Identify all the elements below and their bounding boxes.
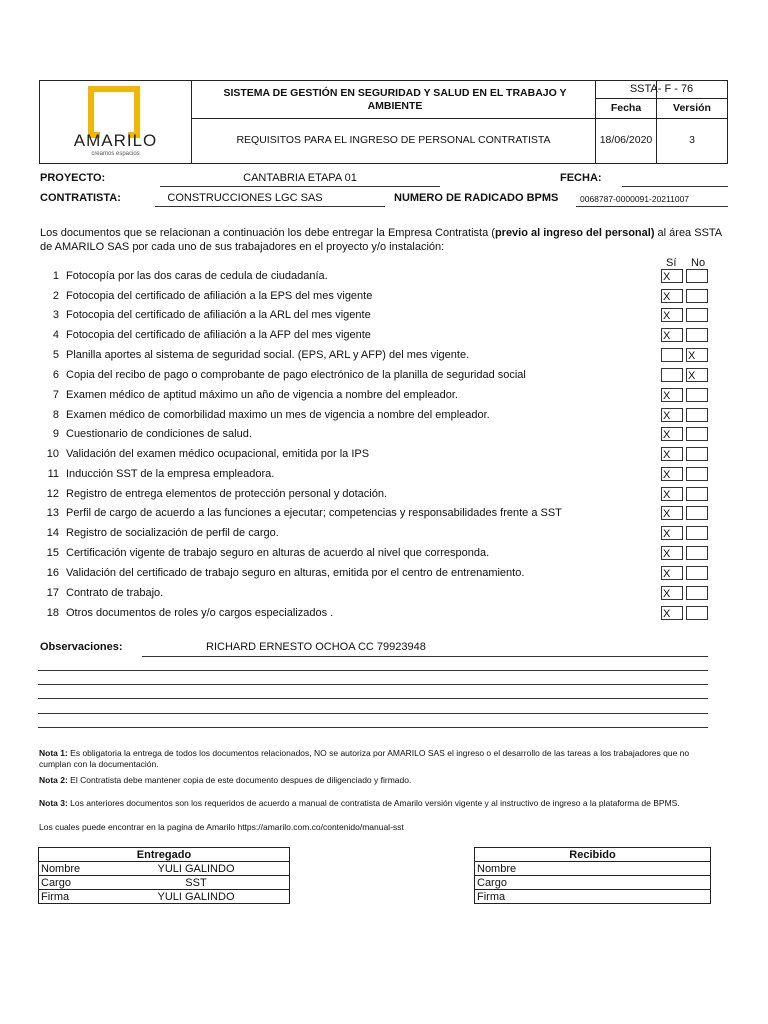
entregado-cargo-value[interactable]: SST xyxy=(103,876,290,890)
no-checkbox[interactable] xyxy=(686,566,708,580)
si-checkbox[interactable]: X xyxy=(661,467,683,481)
checklist-item-text: Registro de socialización de perfil de cargo. xyxy=(66,527,279,539)
checklist-item-text: Registro de entrega elementos de protección personal y dotación. xyxy=(66,488,388,500)
system-title: SISTEMA DE GESTIÓN EN SEGURIDAD Y SALUD EN EL TRABAJO Y AMBIENTE xyxy=(223,87,567,112)
no-checkbox[interactable] xyxy=(686,388,708,402)
contratista-value[interactable]: CONSTRUCCIONES LGC SAS xyxy=(167,192,323,204)
checklist-item-text: Planilla aportes al sistema de seguridad social. (EPS, ARL y AFP) del mes vigente. xyxy=(66,349,470,361)
recibido-firma-label: Firma xyxy=(475,890,540,904)
entregado-title: Entregado xyxy=(39,848,290,862)
si-checkbox[interactable]: X xyxy=(661,546,683,560)
no-checkbox[interactable]: X xyxy=(686,348,708,362)
checklist-item xyxy=(45,389,458,401)
recibido-table xyxy=(474,847,711,904)
note-2-text: El Contratista debe mantener copia de este documento despues de diligenciado y firmado. xyxy=(67,775,412,785)
note-3-label: Nota 3: xyxy=(39,798,68,808)
checklist-item-number: 16 xyxy=(46,567,59,579)
checklist-item xyxy=(45,488,387,500)
checklist-item xyxy=(45,547,489,559)
si-checkbox[interactable]: X xyxy=(661,269,683,283)
no-checkbox[interactable] xyxy=(686,586,708,600)
entregado-table xyxy=(38,847,290,904)
si-checkbox[interactable]: X xyxy=(661,566,683,580)
intro-part1: Los documentos que se relacionan a continuación los debe entregar la Empresa Contratista ( xyxy=(40,227,495,239)
checklist-item-text: Validación del certificado de trabajo seguro en alturas, emitida por el centro de entrenamiento. xyxy=(66,567,525,579)
radicado-label: NUMERO DE RADICADO BPMS xyxy=(394,192,559,204)
no-checkbox[interactable] xyxy=(686,308,708,322)
observaciones-line xyxy=(38,727,708,728)
checklist-item-number: 12 xyxy=(46,488,59,500)
no-checkbox[interactable] xyxy=(686,427,708,441)
no-checkbox[interactable] xyxy=(686,606,708,620)
checklist-item-number: 2 xyxy=(52,290,59,302)
no-checkbox[interactable] xyxy=(686,546,708,560)
si-checkbox[interactable]: X xyxy=(661,289,683,303)
si-checkbox[interactable]: X xyxy=(661,447,683,461)
entregado-nombre-label: Nombre xyxy=(39,862,104,876)
checklist-item-number: 4 xyxy=(52,329,59,341)
checklist-item xyxy=(45,567,524,579)
doc-title: REQUISITOS PARA EL INGRESO DE PERSONAL CONTRATISTA xyxy=(236,134,551,146)
checklist-item-number: 10 xyxy=(46,448,59,460)
checklist-item-text: Examen médico de aptitud máximo un año de vigencia a nombre del empleador. xyxy=(66,389,458,401)
checklist-item xyxy=(45,270,328,282)
recibido-cargo-label: Cargo xyxy=(475,876,540,890)
checklist-item-number: 9 xyxy=(52,428,59,440)
si-checkbox[interactable]: X xyxy=(661,427,683,441)
doc-version: 3 xyxy=(689,134,695,146)
note-1 xyxy=(39,748,709,770)
no-checkbox[interactable] xyxy=(686,289,708,303)
checklist-item xyxy=(45,349,469,361)
no-column-header: No xyxy=(691,257,706,269)
si-checkbox[interactable]: X xyxy=(661,408,683,422)
recibido-cargo-value[interactable] xyxy=(539,876,711,890)
checklist-item-number: 7 xyxy=(52,389,59,401)
no-checkbox[interactable] xyxy=(686,526,708,540)
entregado-cargo-label: Cargo xyxy=(39,876,104,890)
fecha-header-label: Fecha xyxy=(610,102,642,114)
doc-date: 18/06/2020 xyxy=(599,134,653,146)
note-2-label: Nota 2: xyxy=(39,775,68,785)
amarilo-logo xyxy=(40,81,191,163)
checklist-item xyxy=(45,507,562,519)
form-header xyxy=(39,80,728,164)
no-checkbox[interactable] xyxy=(686,408,708,422)
recibido-nombre-label: Nombre xyxy=(475,862,540,876)
checklist-item-number: 13 xyxy=(46,507,59,519)
checklist-item-number: 3 xyxy=(52,309,59,321)
checklist-item xyxy=(45,448,369,460)
checklist-item-text: Fotocopía por las dos caras de cedula de ciudadanía. xyxy=(66,270,328,282)
observaciones-line xyxy=(38,684,708,685)
observaciones-value[interactable]: RICHARD ERNESTO OCHOA CC 79923948 xyxy=(206,641,426,653)
checklist-item-number: 6 xyxy=(52,369,59,381)
si-checkbox[interactable]: X xyxy=(661,526,683,540)
proyecto-label: PROYECTO: xyxy=(40,172,106,184)
checklist-item-number: 14 xyxy=(46,527,59,539)
logo-tagline: creamos espacios xyxy=(91,151,140,157)
observaciones-line xyxy=(38,713,708,714)
no-checkbox[interactable] xyxy=(686,487,708,501)
note-2 xyxy=(39,775,709,786)
checklist-item xyxy=(45,527,279,539)
checklist-item-text: Contrato de trabajo. xyxy=(66,587,164,599)
no-checkbox[interactable] xyxy=(686,447,708,461)
checklist-item-number: 18 xyxy=(46,607,59,619)
no-checkbox[interactable] xyxy=(686,328,708,342)
checklist-item-number: 17 xyxy=(46,587,59,599)
entregado-firma-value[interactable]: YULI GALINDO xyxy=(103,890,290,904)
checklist-item xyxy=(45,290,372,302)
si-checkbox[interactable]: X xyxy=(661,328,683,342)
checklist-item-text: Fotocopia del certificado de afiliación a la EPS del mes vigente xyxy=(66,290,373,302)
observaciones-label: Observaciones: xyxy=(40,641,123,653)
checklist-item-text: Cuestionario de condiciones de salud. xyxy=(66,428,252,440)
si-checkbox[interactable]: X xyxy=(661,586,683,600)
note-3-text: Los anteriores documentos son los requeridos de acuerdo a manual de contratista de Amarilo versión vigente y al instructivo de ingreso a la plataforma de BPMS. xyxy=(67,798,680,808)
note-1-text: Es obligatoria la entrega de todos los documentos relacionados, NO se autoriza por AMARILO SAS el ingreso o el desarrollo de las tareas a los trabajadores que no cumplan con la documentación. xyxy=(39,748,690,769)
si-checkbox[interactable]: X xyxy=(661,506,683,520)
checklist-item xyxy=(45,587,163,599)
si-checkbox[interactable]: X xyxy=(661,388,683,402)
checklist-item-number: 8 xyxy=(52,409,59,421)
proyecto-value[interactable]: CANTABRIA ETAPA 01 xyxy=(243,172,357,184)
note-3-link-line[interactable]: Los cuales puede encontrar en la pagina de Amarilo https://amarilo.com.co/contenido/manual-sst xyxy=(39,822,404,832)
si-checkbox[interactable]: X xyxy=(661,487,683,501)
observaciones-line xyxy=(38,698,708,699)
checklist-item-number: 11 xyxy=(47,468,59,480)
checklist-item-text: Otros documentos de roles y/o cargos especializados . xyxy=(66,607,334,619)
si-checkbox[interactable]: X xyxy=(661,606,683,620)
checklist-item xyxy=(45,369,526,381)
version-header-label: Versión xyxy=(673,102,711,114)
si-checkbox[interactable]: X xyxy=(661,308,683,322)
note-1-label: Nota 1: xyxy=(39,748,68,758)
intro-part2: al área SSTA de AMARILO SAS por cada uno de sus trabajadores en el proyecto y/o instalación: xyxy=(40,227,722,253)
intro-bold: previo al ingreso del personal) xyxy=(494,227,655,239)
recibido-nombre-value[interactable] xyxy=(539,862,711,876)
si-checkbox[interactable] xyxy=(661,368,683,382)
entregado-nombre-value[interactable]: YULI GALINDO xyxy=(103,862,290,876)
checklist-item-text: Perfil de cargo de acuerdo a las funciones a ejecutar; competencias y responsabilidades frente a SST xyxy=(66,507,562,519)
checklist-item-text: Examen médico de comorbilidad maximo un mes de vigencia a nombre del empleador. xyxy=(66,409,490,421)
observaciones-line xyxy=(38,670,708,671)
contratista-label: CONTRATISTA: xyxy=(40,192,121,204)
checklist-item-text: Certificación vigente de trabajo seguro en alturas de acuerdo al nivel que corresponda. xyxy=(66,547,490,559)
checklist-item xyxy=(45,428,252,440)
entregado-firma-label: Firma xyxy=(39,890,104,904)
checklist-item-text: Copia del recibo de pago o comprobante de pago electrónico de la planilla de seguridad social xyxy=(66,369,526,381)
no-checkbox[interactable]: X xyxy=(686,368,708,382)
doc-code: SSTA- F - 76 xyxy=(629,83,694,95)
checklist-item xyxy=(45,409,490,421)
fecha-value[interactable] xyxy=(622,172,728,185)
checklist-item-number: 15 xyxy=(46,547,59,559)
checklist-item-text: Inducción SST de la empresa empleadora. xyxy=(66,468,275,480)
radicado-value[interactable]: 0068787-0000091-20211007 xyxy=(580,194,690,204)
note-3 xyxy=(39,798,709,809)
fecha-label: FECHA: xyxy=(560,172,602,184)
checklist-item xyxy=(45,468,274,480)
checklist-item xyxy=(45,607,333,619)
recibido-firma-value[interactable] xyxy=(539,890,711,904)
si-column-header: Sí xyxy=(666,257,677,269)
checklist-item-number: 5 xyxy=(52,349,59,361)
si-checkbox[interactable] xyxy=(661,348,683,362)
logo-text: AMARILO xyxy=(73,131,158,150)
checklist-item-text: Fotocopia del certificado de afiliación a la ARL del mes vigente xyxy=(66,309,371,321)
checklist-item-text: Validación del examen médico ocupacional, emitida por la IPS xyxy=(66,448,370,460)
checklist-item-number: 1 xyxy=(52,270,59,282)
no-checkbox[interactable] xyxy=(686,269,708,283)
no-checkbox[interactable] xyxy=(686,467,708,481)
intro-text xyxy=(40,226,730,254)
recibido-title: Recibido xyxy=(475,848,711,862)
checklist-item-text: Fotocopia del certificado de afiliación a la AFP del mes vigente xyxy=(66,329,371,341)
no-checkbox[interactable] xyxy=(686,506,708,520)
checklist-item xyxy=(45,309,371,321)
checklist-item xyxy=(45,329,371,341)
